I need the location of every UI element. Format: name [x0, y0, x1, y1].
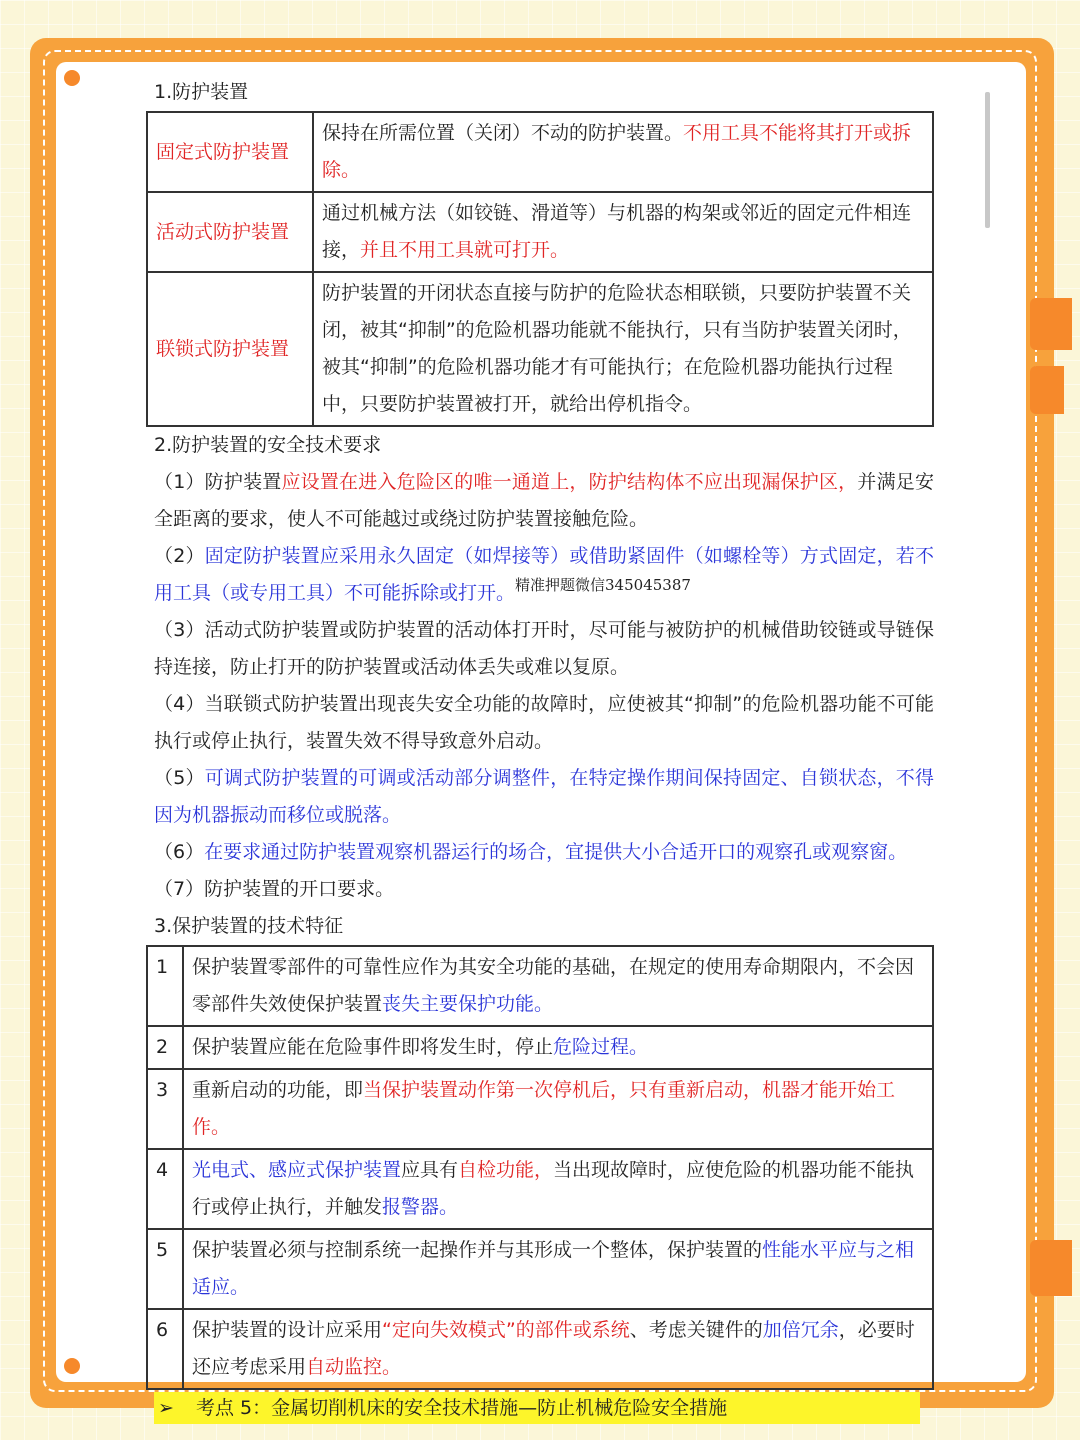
requirement-item — [146, 686, 934, 760]
row-number: 4 — [147, 1149, 183, 1229]
table-row — [147, 192, 933, 272]
highlight-text: 考点 5：金属切削机床的安全技术措施—防止机械危险安全措施 — [196, 1397, 728, 1419]
text-run: 保持在所需位置（关闭）不动的防护装置。 — [322, 122, 684, 144]
section1-title: 1.防护装置 — [154, 81, 249, 103]
row-number: 3 — [147, 1069, 183, 1149]
requirement-item — [146, 612, 934, 686]
text-run: 应具有 — [401, 1159, 459, 1181]
guard-types-table — [146, 111, 934, 427]
table-row — [147, 112, 933, 192]
text-run: 保护装置的设计应采用 — [192, 1319, 383, 1341]
table-row — [147, 1026, 933, 1069]
guard-type-description — [313, 192, 933, 272]
table-row — [147, 272, 933, 426]
text-run: 自动监控。 — [306, 1356, 402, 1378]
text-run: 应设置在进入危险区的唯一通道上，防护结构体不应出现漏保护区， — [281, 471, 858, 493]
feature-description — [183, 1026, 933, 1069]
text-run: 报警器。 — [382, 1196, 459, 1218]
text-run: 性能水平应与之相适应。 — [192, 1239, 915, 1298]
feature-description — [183, 1309, 933, 1389]
text-run: 可调式防护装置的可调或活动部分调整件，在特定操作期间保持固定、自锁状态，不得因为机器振动而移位或脱落。 — [154, 767, 934, 826]
guard-type-description — [313, 112, 933, 192]
table-row — [147, 1309, 933, 1389]
text-run: 不用工具不能将其打开或拆除。 — [322, 122, 912, 181]
side-tab-2[interactable] — [1030, 366, 1064, 414]
row-number: 5 — [147, 1229, 183, 1309]
highlight-bar — [154, 1392, 920, 1424]
guard-type-label: 固定式防护装置 — [147, 112, 313, 192]
text-run: 保护装置必须与控制系统一起操作并与其形成一个整体，保护装置的 — [192, 1239, 763, 1261]
text-run: 当出现故障时，应使危险的机器功能不能执行或停止执行，并触发 — [192, 1159, 915, 1218]
text-run: 光电式、感应式保护装置 — [192, 1159, 402, 1181]
text-run: 自检功能， — [458, 1159, 554, 1181]
row-number: 1 — [147, 946, 183, 1026]
requirement-item — [146, 538, 934, 612]
requirement-item — [146, 760, 934, 834]
feature-description — [183, 1149, 933, 1229]
text-run: 防护装置的开闭状态直接与防护的危险状态相联锁，只要防护装置不关闭，被其“抑制”的危险机器功能就不能执行，只有当防护装置关闭时，被其“抑制”的危险机器功能才有可能执行；在危险机器功能执行过程中，只要防护装置被打开，就给出停机指令。 — [322, 282, 912, 415]
text-run: 、考虑关键件的 — [629, 1319, 763, 1341]
text-run: （4）当联锁式防护装置出现丧失安全功能的故障时，应使被其“抑制”的危险机器功能不可能执行或停止执行，装置失效不得导致意外启动。 — [154, 693, 934, 752]
text-run: ，必要时还应考虑采用 — [192, 1319, 915, 1378]
text-run: 重新启动的功能，即 — [192, 1079, 364, 1101]
text-run: 固定防护装置应采用永久固定（如焊接等）或借助紧固件（如螺栓等）方式固定，若不用工具（或专用工具）不可能拆除或打开。 — [154, 545, 934, 604]
text-run: （2） — [154, 545, 205, 567]
text-run: 丧失主要保护功能。 — [382, 993, 554, 1015]
text-run: 并且不用工具就可打开。 — [360, 239, 570, 261]
text-run: 保护装置零部件的可靠性应作为其安全功能的基础，在规定的使用寿命期限内，不会因零部件失效使保护装置 — [192, 956, 915, 1015]
text-run: 并满足安全距离的要求，使人不可能越过或绕过防护装置接触危险。 — [154, 471, 934, 530]
side-tab-3[interactable] — [1030, 1240, 1072, 1296]
section3-title: 3.保护装置的技术特征 — [154, 915, 344, 937]
text-run: 加倍冗余 — [762, 1319, 839, 1341]
handwritten-note: 精准押题微信345045387 — [515, 576, 691, 594]
text-run: （1）防护装置 — [154, 471, 282, 493]
guard-type-label: 活动式防护装置 — [147, 192, 313, 272]
requirement-item — [146, 834, 934, 871]
text-run: 保护装置应能在危险事件即将发生时，停止 — [192, 1036, 554, 1058]
feature-description — [183, 1229, 933, 1309]
section2-title: 2.防护装置的安全技术要求 — [154, 434, 382, 456]
corner-dot-top — [64, 70, 80, 86]
text-run: 危险过程。 — [553, 1036, 649, 1058]
requirement-item — [146, 464, 934, 538]
scrollbar[interactable] — [985, 92, 990, 228]
table-row — [147, 946, 933, 1026]
text-run: （6） — [154, 841, 205, 863]
text-run: （7）防护装置的开口要求。 — [154, 878, 395, 900]
row-number: 2 — [147, 1026, 183, 1069]
guard-type-description — [313, 272, 933, 426]
arrow-bullet-icon: ➢ — [158, 1397, 174, 1419]
text-run: 通过机械方法（如铰链、滑道等）与机器的构架或邻近的固定元件相连接， — [322, 202, 912, 261]
row-number: 6 — [147, 1309, 183, 1389]
text-run: “定向失效模式”的部件或系统 — [382, 1319, 630, 1341]
requirements-list — [146, 464, 934, 908]
feature-description — [183, 1069, 933, 1149]
text-run: （3）活动式防护装置或防护装置的活动体打开时，尽可能与被防护的机械借助铰链或导链保持连接，防止打开的防护装置或活动体丢失或难以复原。 — [154, 619, 934, 678]
table-row — [147, 1069, 933, 1149]
requirement-item — [146, 871, 934, 908]
corner-dot-bottom — [64, 1358, 80, 1374]
text-run: 当保护装置动作第一次停机后，只有重新启动，机器才能开始工作。 — [192, 1079, 896, 1138]
side-tab-1[interactable] — [1030, 298, 1072, 350]
table-row — [147, 1229, 933, 1309]
table-row — [147, 1149, 933, 1229]
text-run: （5） — [154, 767, 205, 789]
protective-device-table — [146, 945, 934, 1390]
text-run: 在要求通过防护装置观察机器运行的场合，宜提供大小合适开口的观察孔或观察窗。 — [204, 841, 908, 863]
feature-description — [183, 946, 933, 1026]
guard-type-label: 联锁式防护装置 — [147, 272, 313, 426]
document-content — [146, 74, 934, 1424]
